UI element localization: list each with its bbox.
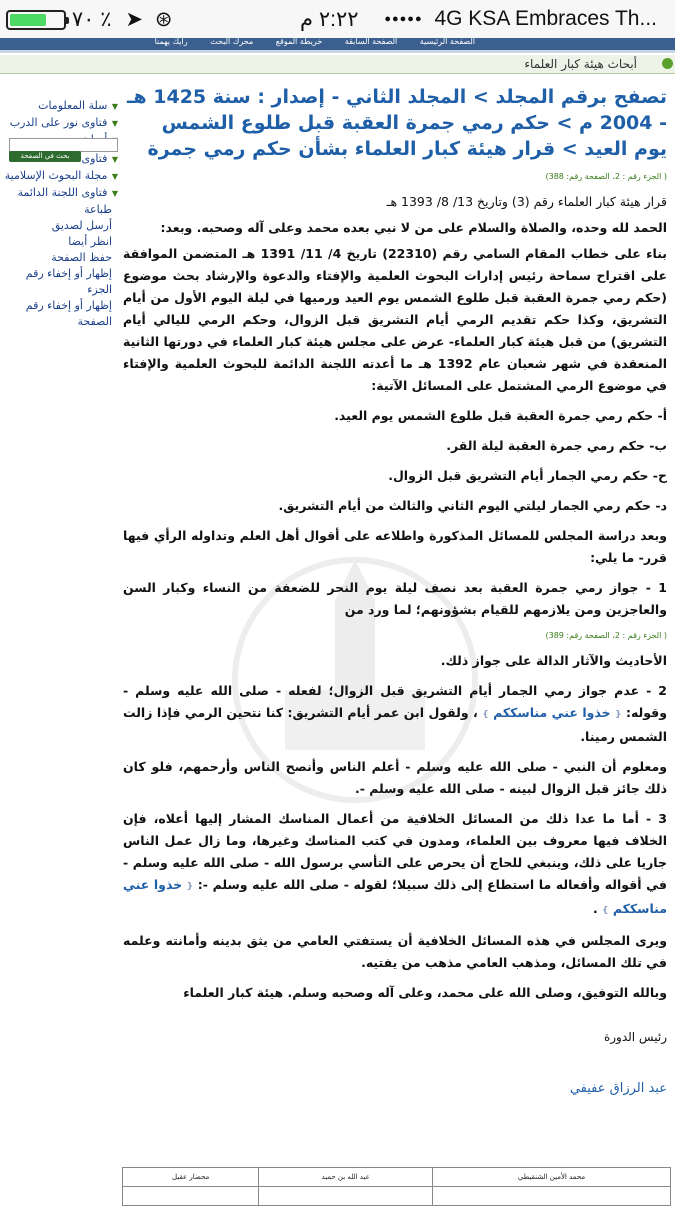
paragraph: الحمد لله وحده، والصلاة والسلام على من لا نبي بعده محمد وعلى آله وصحبه. وبعد:	[160, 220, 667, 235]
ruling-1: 1 - جواز رمي جمرة العقبة بعد نصف ليلة يوم النحر للضعفة من النساء وكبار السن والعاجزين ومن يلازمهم للقيام بشؤونهم؛ لما ورد من	[123, 580, 667, 617]
toggle-part-number-link[interactable]: إظهار أو إخفاء رقم الجزء	[25, 267, 112, 296]
question-a: أ- حكم رمي جمرة العقبة قبل طلوع الشمس يوم العيد.	[334, 408, 667, 423]
save-page-link[interactable]: حفظ الصفحة	[51, 251, 112, 264]
sidebar-item-noor-fatwas[interactable]: ▼ فتاوى نور على الدرب	[9, 116, 118, 129]
sidebar-item-info-basket[interactable]: ▼ سلة المعلومات	[38, 99, 118, 112]
main-content	[123, 84, 667, 1100]
triangle-down-icon: ▼	[111, 189, 118, 198]
question-b: ب- حكم رمي جمرة العقبة ليلة القر.	[446, 438, 667, 453]
nav-search-engine[interactable]: محرك البحث	[210, 37, 254, 46]
breadcrumb[interactable]: أبحاث هيئة كبار العلماء	[524, 57, 637, 71]
sidebar-item-journal[interactable]: ▼ مجلة البحوث الإسلامية	[4, 169, 118, 182]
signatory: محمد الأمين الشنقيطي	[432, 1168, 670, 1187]
nav-home[interactable]: الصفحة الرئيسية	[419, 37, 475, 46]
closing: وبالله التوفيق، وصلى الله على محمد، وعلى آله وصحبه وسلم. هيئة كبار العلماء	[183, 985, 667, 1000]
paragraph: الأحاديث والآثار الدالة على جواز ذلك.	[440, 653, 667, 668]
page-title: تصفح برقم المجلد > المجلد الثاني - إصدار : سنة 1425 هـ - 2004 م > حكم رمي جمرة العقبة قبل طلوع الشمس يوم العيد > قرار هيئة كبار العلماء بشأن حكم رمي جمرة	[126, 86, 667, 160]
rotation-lock-icon: ⊛	[154, 8, 173, 31]
triangle-down-icon: ▼	[111, 102, 118, 111]
signatory: عبد الله بن حميد	[259, 1168, 433, 1187]
print-link[interactable]: طباعة	[84, 203, 112, 216]
sidebar	[0, 98, 118, 330]
carrier	[384, 7, 657, 31]
question-c: ح- حكم رمي الجمار أيام التشريق قبل الزوال.	[388, 468, 667, 483]
signatory-cell	[259, 1187, 433, 1206]
nav-feedback[interactable]: رأيك يهمنا	[154, 37, 188, 46]
decision-heading: قرار هيئة كبار العلماء رقم (3) وتاريخ 13/ 8/ 1393 هـ	[386, 194, 667, 209]
nav-strip-border	[0, 50, 675, 53]
part-page-ref: ( الجزء رقم : 2، الصفحة رقم: 388)	[545, 172, 667, 181]
paragraph: بناء على خطاب المقام السامي رقم (22310) تاريخ 4/ 11/ 1391 هـ المتضمن الموافقة على اقتراح سماحة رئيس إدارات البحوث العلمية والإفتاء والدعوة والإرشاد بحث موضوع (حكم رمي جمرة العقبة قبل طلوع الشمس يوم العيد ورميها في ليلة اليوم الأول من أيام التشريق، وكذا حكم تقديم الرمي أيام التشريق قبل الزوال، وحكم الرمي لليالي أيام التشريق) من قبل هيئة كبار العلماء- عرض على مجلس هيئة كبار العلماء في دورتها الثانية المنعقدة في شهر شعبان عام 1392 هـ ما أعدته اللجنة الدائمة للبحوث العلمية والإفتاء في موضوع الرمي المشتمل على المسائل الآتية:	[123, 246, 668, 393]
nav-sitemap[interactable]: خريطة الموقع	[275, 37, 323, 46]
sidebar-search-input[interactable]	[9, 138, 118, 152]
carrier-label: 4G KSA Embraces Th...	[434, 7, 657, 30]
status-bar	[0, 0, 675, 38]
ruling-3: 3 - أما ما عدا ذلك من المسائل الخلافية من أعمال المناسك المشار إليها أعلاه، فإن الخلاف فيها معروف بين العلماء، ومدون في كتب المناسك وغيرها، وما زال عمل الناس جاريا على ذلك، وينبغي للحاج أن يحرص على التأسي برسول الله - صلى الله عليه وسلم - في أقواله وأفعاله ما استطاع إلى ذلك سبيلا؛ لقوله - صلى الله عليه وسلم -: { خذوا عني مناسككم } .	[123, 811, 667, 916]
question-d: د- حكم رمي الجمار ليلتي اليوم الثاني والثالث من أيام التشريق.	[278, 498, 667, 513]
president-label: رئيس الدورة	[603, 1030, 667, 1044]
see-also-link[interactable]: انظر أيضا	[68, 235, 112, 248]
circle-icon	[662, 58, 673, 69]
clock: ٢:٢٢ م	[300, 8, 359, 31]
status-left	[6, 7, 172, 32]
signatory-cell	[123, 1187, 259, 1206]
sidebar-item-committee-fatwas[interactable]: ▼ فتاوى اللجنة الدائمة	[17, 186, 118, 199]
signatories-table	[122, 1167, 671, 1206]
toggle-page-number-link[interactable]: إظهار أو إخفاء رقم الصفحة	[25, 299, 112, 328]
hadith-link[interactable]: خذوا عني مناسككم	[493, 705, 611, 720]
ruling-2: 2 - عدم جواز رمي الجمار أيام التشريق قبل الزوال؛ لفعله - صلى الله عليه وسلم - وقوله: { خذوا عني مناسككم } ، ولقول ابن عمر أيام التشريق: كنا نتحين الرمي فإذا زالت الشمس رمينا.	[123, 683, 668, 744]
triangle-down-icon: ▼	[111, 155, 118, 164]
signatory-cell	[432, 1187, 670, 1206]
search-in-page-button[interactable]: بحث في الصفحة	[9, 151, 81, 162]
top-nav	[145, 37, 485, 46]
send-to-friend-link[interactable]: أرسل لصديق	[51, 219, 112, 232]
signal-icon: ●●●●●	[384, 13, 423, 26]
hadith-link[interactable]: خذوا عني مناسككم	[123, 877, 667, 916]
signatory: محضار عقيل	[123, 1168, 259, 1187]
part-page-ref: ( الجزء رقم : 2، الصفحة رقم: 389)	[545, 631, 667, 640]
paragraph: وبعد دراسة المجلس للمسائل المذكورة واطلاعه على أقوال أهل العلم وتداوله الرأي فيها قرر- ما يلي:	[123, 528, 667, 565]
location-arrow-icon: ➤	[125, 8, 143, 31]
sidebar-item-fatwas[interactable]: ▼ فتاوى	[81, 152, 118, 165]
nav-previous[interactable]: الصفحة السابقة	[344, 37, 398, 46]
paragraph: ومعلوم أن النبي - صلى الله عليه وسلم - أعلم الناس وأنصح الناس وأرحمهم، فلو كان ذلك جائز قبل الزوال لبينه - صلى الله عليه وسلم -.	[123, 759, 667, 796]
paragraph: ويرى المجلس في هذه المسائل الخلافية أن يستفتي العامي من يثق بدينه وأمانته وعلمه في تلك المسائل، ومذهب العامي مذهب من يفتيه.	[123, 933, 667, 970]
triangle-down-icon: ▼	[111, 172, 118, 181]
battery-icon	[6, 10, 66, 30]
triangle-down-icon: ▼	[111, 119, 118, 128]
president-name[interactable]: عبد الرزاق عفيفي	[569, 1081, 667, 1096]
battery-percent: ٧٠ ٪	[71, 8, 112, 31]
